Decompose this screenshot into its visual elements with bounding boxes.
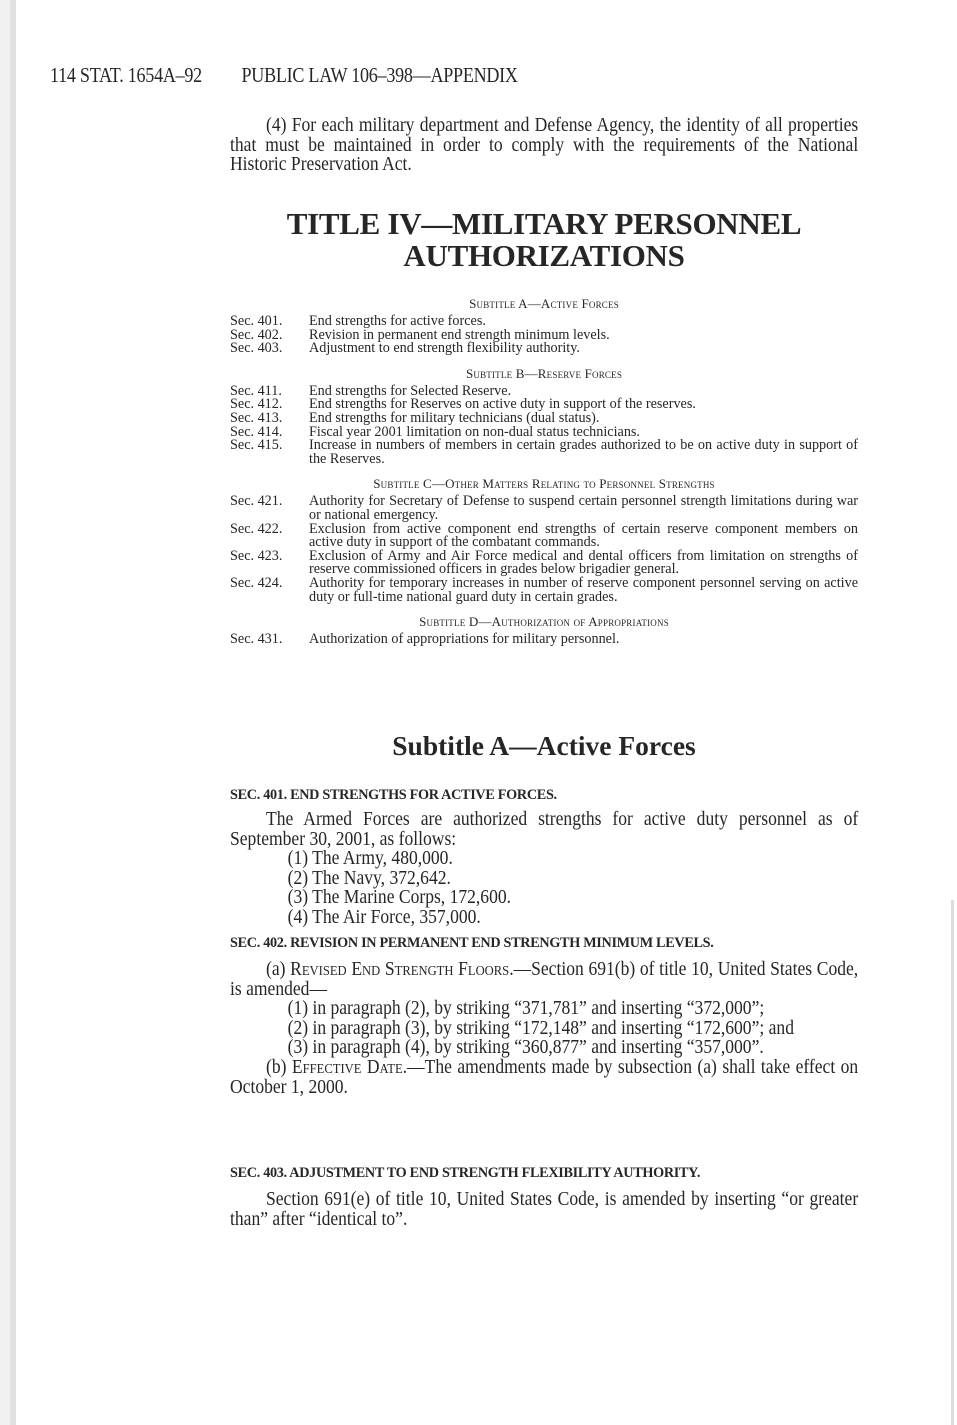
sec-402-subsection-b xyxy=(230,1058,858,1097)
toc-sec-title: Authority for Secretary of Defense to suspend certain personnel strength limitations during war or national emergency. xyxy=(309,493,858,523)
sec-402-a-body: —Section 691(b) of title 10, United States Code, is amended— xyxy=(230,959,859,1000)
sec-401-body: The Armed Forces are authorized strengths for active duty personnel as of September 30, 2001, as follows: xyxy=(230,809,859,850)
toc-sec-title: End strengths for military technicians (dual status). xyxy=(309,409,600,426)
subtitle-a-heading: Subtitle A—Active Forces xyxy=(392,730,696,761)
sec-401-item: (2) The Navy, 372,642. xyxy=(287,867,451,889)
toc-sec-title: Exclusion of Army and Air Force medical and dental officers from limitation on strengths of reserve commissioned officers in grades below brigadier general. xyxy=(309,547,858,578)
toc-subtitle-b: Subtitle B—Reserve Forces xyxy=(465,365,623,381)
law-title: PUBLIC LAW 106–398—APPENDIX xyxy=(241,63,518,87)
toc-entry[interactable] xyxy=(230,495,858,522)
sec-401-item: (3) The Marine Corps, 172,600. xyxy=(287,887,512,909)
scan-edge-left xyxy=(0,0,10,1425)
toc-sec-num: Sec. 401. xyxy=(230,313,283,329)
toc-sec-num: Sec. 415. xyxy=(230,437,283,454)
scan-edge-left-shadow xyxy=(10,0,16,1425)
intro-paragraph: (4) For each military department and Defense Agency, the identity of all properties that must be maintained in order to comply with the requirements of the National Historic Preservation Act. xyxy=(230,115,859,176)
toc-entry[interactable] xyxy=(230,633,858,647)
toc-sec-title: Authorization of appropriations for military personnel. xyxy=(309,631,620,648)
toc-sec-title: Increase in numbers of members in certain grades authorized to be on active duty in support of the Reserves. xyxy=(309,437,858,467)
sec-401-item: (1) The Army, 480,000. xyxy=(287,848,453,870)
toc-sec-title: End strengths for Reserves on active duty in support of the reserves. xyxy=(309,396,696,413)
sec-403-heading: SEC. 403. ADJUSTMENT TO END STRENGTH FLEXIBILITY AUTHORITY. xyxy=(230,1165,701,1181)
sec-402-b-caption: Effective Date. xyxy=(291,1056,408,1078)
toc-sec-num: Sec. 403. xyxy=(230,340,283,357)
sec-402-heading: SEC. 402. REVISION IN PERMANENT END STRENGTH MINIMUM LEVELS. xyxy=(230,935,714,951)
toc-sec-num: Sec. 424. xyxy=(230,574,283,591)
toc-sec-title: Authority for temporary increases in number of reserve component personnel serving on active duty or full-time national guard duty in certain grades. xyxy=(309,574,858,605)
toc-sec-num: Sec. 412. xyxy=(230,396,283,413)
toc-entry[interactable] xyxy=(230,574,858,605)
sec-402-item: (1) in paragraph (2), by striking “371,781” and inserting “372,000”; xyxy=(287,998,765,1020)
section-403 xyxy=(230,1165,858,1229)
toc-sec-title: End strengths for active forces. xyxy=(309,313,486,329)
sec-402-item: (2) in paragraph (3), by striking “172,148” and inserting “172,600”; and xyxy=(287,1017,794,1039)
toc-sec-num: Sec. 414. xyxy=(230,423,283,440)
sec-402-a-caption: Revised End Strength Floors. xyxy=(290,959,514,980)
toc-entry[interactable] xyxy=(230,439,858,466)
sec-402-item: (3) in paragraph (4), by striking “360,877” and inserting “357,000”. xyxy=(287,1037,764,1059)
toc-sec-title: Adjustment to end strength flexibility authority. xyxy=(309,340,580,357)
toc-subtitle-c: Subtitle C—Other Matters Relating to Personnel Strengths xyxy=(373,476,715,492)
sec-402-a-label: (a) xyxy=(266,959,286,980)
toc-sec-num: Sec. 413. xyxy=(230,409,283,426)
stat-citation: 114 STAT. 1654A–92 xyxy=(50,63,202,87)
toc-sec-num: Sec. 431. xyxy=(230,631,283,648)
toc-sec-title: Fiscal year 2001 limitation on non-dual status technicians. xyxy=(309,423,640,440)
table-of-contents xyxy=(230,296,858,647)
toc-entry[interactable] xyxy=(230,547,858,578)
toc-subtitle-a: Subtitle A—Active Forces xyxy=(469,296,619,311)
toc-sec-num: Sec. 402. xyxy=(230,326,283,343)
sec-402-b-label: (b) xyxy=(266,1056,287,1078)
title-line-1: TITLE IV—MILITARY PERSONNEL xyxy=(286,206,802,241)
toc-sec-num: Sec. 411. xyxy=(230,382,282,399)
sec-401-heading: SEC. 401. END STRENGTHS FOR ACTIVE FORCES. xyxy=(230,787,557,803)
section-401 xyxy=(230,787,858,928)
sec-401-item: (4) The Air Force, 357,000. xyxy=(287,906,481,928)
toc-sec-title: Exclusion from active component end strengths of certain reserve component members on active duty in support of the combatant commands. xyxy=(309,520,858,551)
sec-403-body: Section 691(e) of title 10, United States Code, is amended by inserting “or greater than” after “identical to”. xyxy=(230,1189,859,1230)
toc-sec-num: Sec. 423. xyxy=(230,547,283,564)
section-402 xyxy=(230,935,858,1097)
title-heading xyxy=(230,208,858,272)
title-line-2: AUTHORIZATIONS xyxy=(403,238,685,273)
toc-sec-title: Revision in permanent end strength minimum levels. xyxy=(309,326,610,343)
scan-edge-right xyxy=(951,900,954,1425)
toc-entry[interactable] xyxy=(230,520,858,551)
toc-sec-num: Sec. 422. xyxy=(230,520,283,537)
toc-sec-title: End strengths for Selected Reserve. xyxy=(309,382,512,399)
sec-402-subsection-a xyxy=(230,960,858,999)
running-header xyxy=(50,63,518,88)
toc-subtitle-d: Subtitle D—Authorization of Appropriations xyxy=(419,614,669,630)
sec-402-b-body: —The amendments made by subsection (a) shall take effect on October 1, 2000. xyxy=(230,1056,859,1098)
intro-block xyxy=(230,116,858,175)
toc-sec-num: Sec. 421. xyxy=(230,493,283,510)
toc-entry[interactable] xyxy=(230,342,858,356)
